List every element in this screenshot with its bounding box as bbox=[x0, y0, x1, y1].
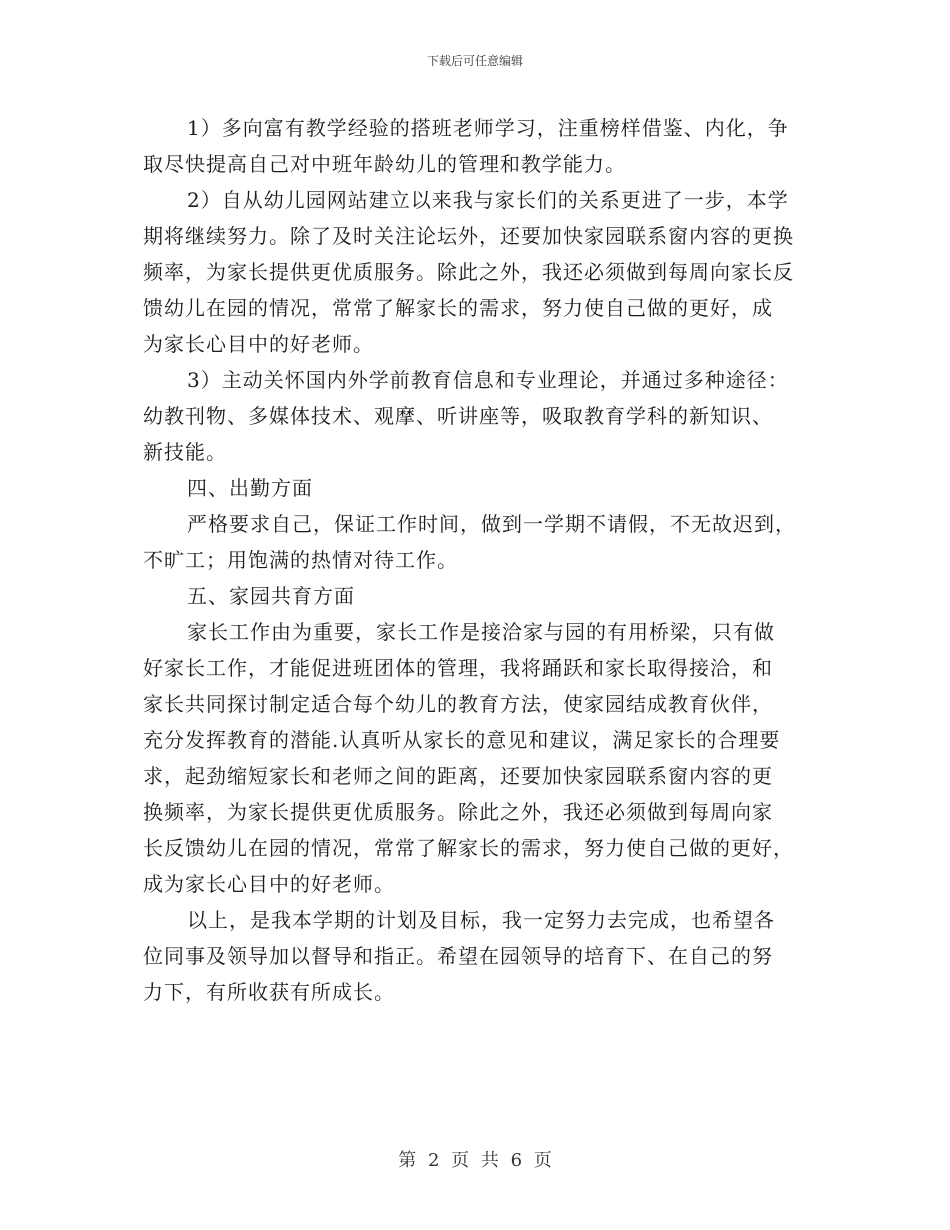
paragraph-line: 1）多向富有教学经验的搭班老师学习，注重榜样借鉴、内化，争 bbox=[187, 116, 789, 140]
paragraph-line: 充分发挥教育的潜能.认真听从家长的意见和建议，满足家长的合理要 bbox=[143, 728, 781, 752]
paragraph-line: 幼教刊物、多媒体技术、观摩、听讲座等，吸取教育学科的新知识、 bbox=[143, 404, 773, 428]
paragraph-line: 好家长工作，才能促进班团体的管理，我将踊跃和家长取得接洽，和 bbox=[143, 656, 773, 680]
section-heading: 五、家园共育方面 bbox=[187, 584, 355, 608]
document-body bbox=[143, 110, 813, 1010]
paragraph-line: 严格要求自己，保证工作时间，做到一学期不请假，不无故迟到， bbox=[187, 512, 796, 536]
paragraph-line: 换频率，为家长提供更优质服务。除此之外，我还必须做到每周向家 bbox=[143, 800, 773, 824]
paragraph-line: 频率，为家长提供更优质服务。除此之外，我还必须做到每周向家长反 bbox=[143, 260, 794, 284]
paragraph-line: 期将继续努力。除了及时关注论坛外，还要加快家园联系窗内容的更换 bbox=[143, 224, 794, 248]
paragraph-line: 位同事及领导加以督导和指正。希望在园领导的培育下、在自己的努 bbox=[143, 944, 773, 968]
page-number: 第 2 页 共 6 页 bbox=[398, 1150, 552, 1171]
paragraph-line: 以上，是我本学期的计划及目标，我一定努力去完成，也希望各 bbox=[187, 908, 775, 932]
page-header: 下载后可任意编辑 bbox=[426, 54, 523, 68]
paragraph-line: 为家长心目中的好老师。 bbox=[143, 332, 374, 356]
paragraph-line: 家长共同探讨制定适合每个幼儿的教育方法，使家园结成教育伙伴， bbox=[143, 692, 773, 716]
paragraph-line: 求，起劲缩短家长和老师之间的距离，还要加快家园联系窗内容的更 bbox=[143, 764, 773, 788]
paragraph-line: 成为家长心目中的好老师。 bbox=[143, 872, 395, 896]
paragraph-line: 力下，有所收获有所成长。 bbox=[143, 980, 395, 1004]
paragraph-line: 2）自从幼儿园网站建立以来我与家长们的关系更进了一步，本学 bbox=[187, 188, 789, 212]
paragraph-line: 馈幼儿在园的情况，常常了解家长的需求，努力使自己做的更好，成 bbox=[143, 296, 773, 320]
section-heading: 四、出勤方面 bbox=[187, 476, 313, 500]
paragraph-line: 3）主动关怀国内外学前教育信息和专业理论，并通过多种途径： bbox=[187, 368, 789, 392]
paragraph-line: 新技能。 bbox=[143, 440, 227, 464]
paragraph-line: 家长工作由为重要，家长工作是接洽家与园的有用桥梁，只有做 bbox=[187, 620, 775, 644]
paragraph-line: 取尽快提高自己对中班年龄幼儿的管理和教学能力。 bbox=[143, 152, 626, 176]
paragraph-line: 长反馈幼儿在园的情况，常常了解家长的需求，努力使自己做的更好， bbox=[143, 836, 794, 860]
paragraph-line: 不旷工；用饱满的热情对待工作。 bbox=[143, 548, 458, 572]
